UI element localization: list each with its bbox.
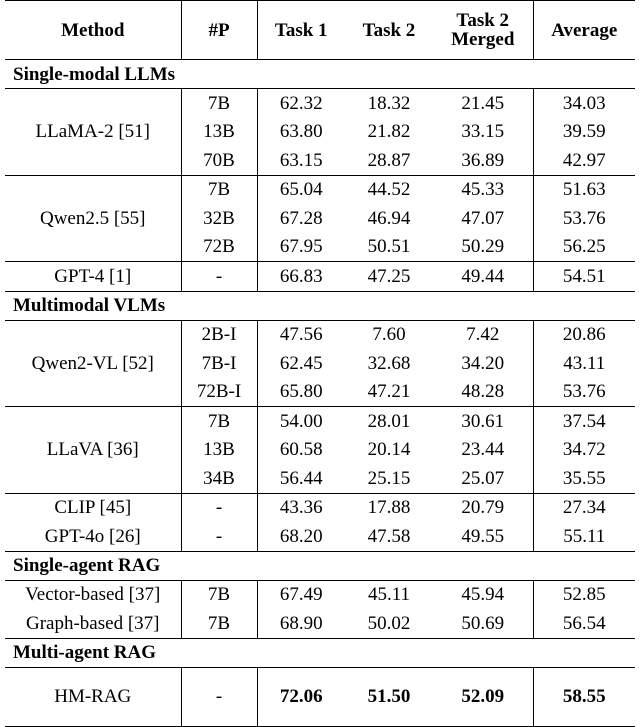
results-table <box>5 0 635 727</box>
task2-cell: 28.87 <box>367 149 411 171</box>
task2-cell: 7.60 <box>372 324 406 346</box>
task2-merged-cell: 34.20 <box>461 352 505 374</box>
task1-cell: 68.20 <box>279 525 323 547</box>
method-cell: CLIP [45] <box>5 493 181 522</box>
average-cell: 42.97 <box>533 146 635 175</box>
task1-cell: 67.28 <box>279 207 323 229</box>
task2-merged-cell: 7.42 <box>466 324 500 346</box>
task1-cell: 68.90 <box>279 612 323 634</box>
task2-cell: 50.02 <box>367 612 411 634</box>
task2-merged-cell: 52.09 <box>433 667 533 726</box>
section-row <box>5 551 635 580</box>
average-cell: 52.85 <box>533 580 635 609</box>
task2-merged-cell: 21.45 <box>461 92 505 114</box>
params-cell: 7B <box>181 609 257 638</box>
method-cell: LLaMA-2 [51] <box>5 89 181 176</box>
average-cell: 39.59 <box>533 118 635 147</box>
params-cell: 70B <box>181 146 257 175</box>
task1-cell: 63.80 <box>279 121 323 143</box>
params-cell: - <box>181 262 257 292</box>
table-row <box>5 175 635 204</box>
params-cell: - <box>181 522 257 551</box>
task2-merged-cell: 49.44 <box>461 265 505 287</box>
col-header-task2-merged-line2: Merged <box>451 29 515 50</box>
table-row <box>5 89 635 118</box>
task2-cell: 47.58 <box>367 525 411 547</box>
table-row <box>5 522 635 551</box>
task2-merged-cell: 45.94 <box>461 584 505 606</box>
task2-merged-cell: 50.29 <box>461 236 505 258</box>
task1-cell: 63.15 <box>279 149 323 171</box>
method-cell: Qwen2.5 [55] <box>5 175 181 262</box>
col-header-params: #P <box>181 1 257 60</box>
params-cell: 34B <box>181 464 257 493</box>
params-cell: 72B-I <box>181 378 257 407</box>
params-cell: 7B <box>181 407 257 436</box>
average-cell: 20.86 <box>533 320 635 349</box>
task2-merged-cell: 33.15 <box>461 121 505 143</box>
task2-cell: 32.68 <box>367 352 411 374</box>
section-row <box>5 60 635 89</box>
task2-cell: 17.88 <box>367 497 411 519</box>
task2-merged-cell: 20.79 <box>461 497 505 519</box>
average-cell: 55.11 <box>533 522 635 551</box>
section-title: Multimodal VLMs <box>5 291 635 320</box>
method-cell: LLaVA [36] <box>5 407 181 494</box>
task1-cell: 43.36 <box>279 497 323 519</box>
average-cell: 27.34 <box>533 493 635 522</box>
average-cell: 35.55 <box>533 464 635 493</box>
task2-merged-cell: 50.69 <box>461 612 505 634</box>
task2-merged-cell: 30.61 <box>461 410 505 432</box>
task1-cell: 56.44 <box>279 467 323 489</box>
task1-cell: 66.83 <box>279 265 323 287</box>
method-cell: Qwen2-VL [52] <box>5 320 181 407</box>
average-cell: 34.72 <box>533 436 635 465</box>
params-cell: 32B <box>181 204 257 233</box>
task1-cell: 62.32 <box>279 92 323 114</box>
task2-cell: 47.21 <box>367 381 411 403</box>
task2-merged-cell: 45.33 <box>461 179 505 201</box>
col-header-task1: Task 1 <box>257 1 345 60</box>
task1-cell: 72.06 <box>257 667 345 726</box>
task1-cell: 60.58 <box>279 439 323 461</box>
params-cell: 7B <box>181 89 257 118</box>
average-cell: 54.51 <box>533 262 635 292</box>
task2-cell: 18.32 <box>367 92 411 114</box>
params-cell: 72B <box>181 233 257 262</box>
section-title: Single-modal LLMs <box>5 60 635 89</box>
task2-cell: 28.01 <box>367 410 411 432</box>
task2-cell: 44.52 <box>367 179 411 201</box>
table-row <box>5 320 635 349</box>
task2-cell: 50.51 <box>367 236 411 258</box>
average-cell: 43.11 <box>533 349 635 378</box>
task2-cell: 47.25 <box>367 265 411 287</box>
table-row <box>5 609 635 638</box>
col-header-task2-merged-line1: Task 2 <box>456 10 510 31</box>
task2-cell: 51.50 <box>345 667 433 726</box>
task1-cell: 65.80 <box>279 381 323 403</box>
task2-merged-cell: 48.28 <box>461 381 505 403</box>
params-cell: - <box>181 667 257 726</box>
average-cell: 51.63 <box>533 175 635 204</box>
col-header-task2: Task 2 <box>345 1 433 60</box>
task2-merged-cell: 23.44 <box>461 439 505 461</box>
header-row <box>5 1 635 60</box>
table-row <box>5 407 635 436</box>
task1-cell: 54.00 <box>279 410 323 432</box>
section-title: Multi-agent RAG <box>5 638 635 667</box>
params-cell: 13B <box>181 118 257 147</box>
col-header-average: Average <box>533 1 635 60</box>
average-cell: 53.76 <box>533 378 635 407</box>
average-cell: 56.54 <box>533 609 635 638</box>
task2-cell: 46.94 <box>367 207 411 229</box>
method-cell: GPT-4o [26] <box>5 522 181 551</box>
params-cell: 7B-I <box>181 349 257 378</box>
average-cell: 37.54 <box>533 407 635 436</box>
section-row <box>5 638 635 667</box>
task2-merged-cell: 25.07 <box>461 467 505 489</box>
section-row <box>5 291 635 320</box>
table-row <box>5 667 635 726</box>
task2-cell: 25.15 <box>367 467 411 489</box>
task2-merged-cell: 49.55 <box>461 525 505 547</box>
table-row <box>5 262 635 292</box>
task2-cell: 45.11 <box>367 584 411 606</box>
col-header-method: Method <box>5 1 181 60</box>
average-cell: 56.25 <box>533 233 635 262</box>
task2-merged-cell: 36.89 <box>461 149 505 171</box>
task1-cell: 67.49 <box>279 584 323 606</box>
task1-cell: 47.56 <box>279 324 323 346</box>
task2-cell: 21.82 <box>367 121 411 143</box>
task2-merged-cell: 47.07 <box>461 207 505 229</box>
average-cell: 53.76 <box>533 204 635 233</box>
method-cell: Graph-based [37] <box>5 609 181 638</box>
method-cell: Vector-based [37] <box>5 580 181 609</box>
table-row <box>5 580 635 609</box>
task1-cell: 65.04 <box>279 179 323 201</box>
params-cell: - <box>181 493 257 522</box>
average-cell: 34.03 <box>533 89 635 118</box>
col-header-task2-merged <box>433 1 533 60</box>
task2-cell: 20.14 <box>367 439 411 461</box>
section-title: Single-agent RAG <box>5 551 635 580</box>
params-cell: 13B <box>181 436 257 465</box>
params-cell: 2B-I <box>181 320 257 349</box>
average-cell: 58.55 <box>533 667 635 726</box>
task1-cell: 67.95 <box>279 236 323 258</box>
method-cell: HM-RAG <box>5 667 181 726</box>
params-cell: 7B <box>181 175 257 204</box>
task1-cell: 62.45 <box>279 352 323 374</box>
table-row <box>5 493 635 522</box>
method-cell: GPT-4 [1] <box>5 262 181 292</box>
params-cell: 7B <box>181 580 257 609</box>
